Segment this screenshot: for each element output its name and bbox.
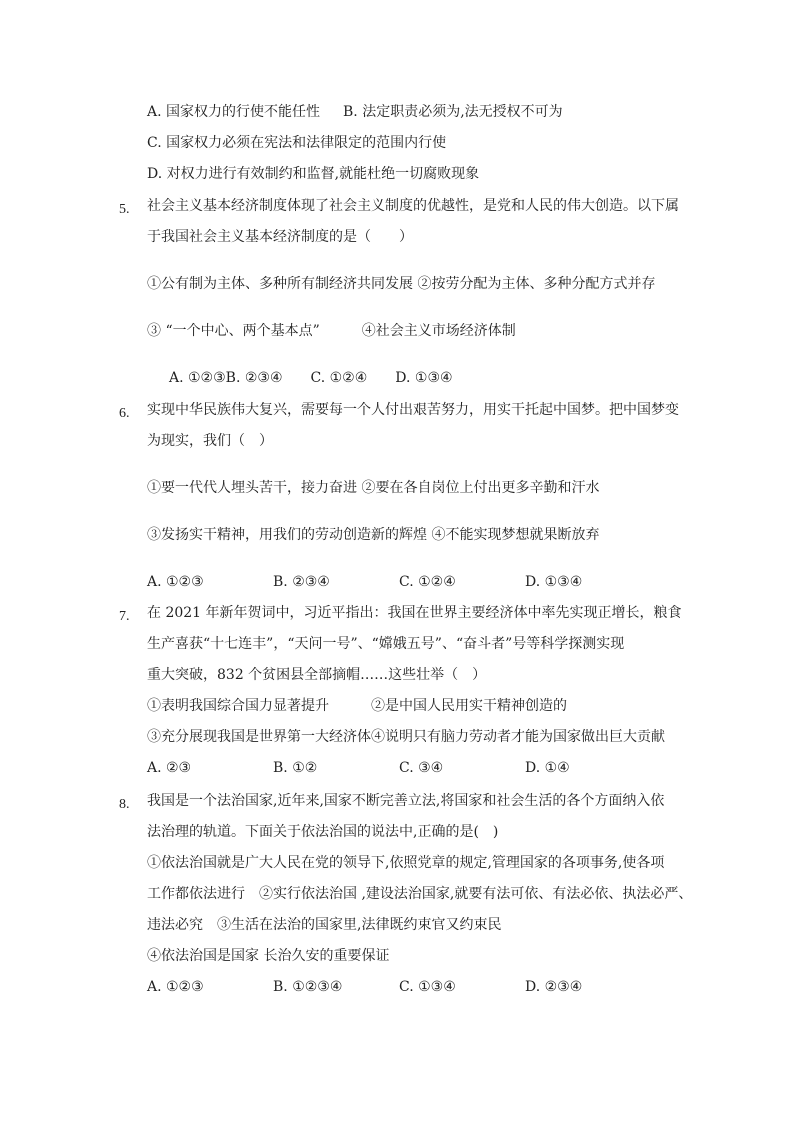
q5-number: 5. [119,202,130,217]
q5-options: A. ①②③B. ②③④ C. ①②④ D. ①③④ [169,370,453,386]
q8-option-b: B. ①②③④ [273,979,343,995]
q8-option-a: A. ①②③ [147,979,204,995]
q6-option-a: A. ①②③ [147,574,204,590]
q4-option-b: B. 法定职责必须为,法无授权不可为 [343,104,563,120]
q5-items-line-1: ①公有制为主体、多种所有制经济共同发展 ②按劳分配为主体、多种分配方式并存 [147,276,656,292]
q8-items-line-1: ①依法治国就是广大人民在党的领导下,依照党章的规定,管理国家的各项事务,使各项 [147,855,665,871]
q5-stem-line-2: 于我国社会主义基本经济制度的是（ ） [147,229,413,245]
q8-items-line-4: ④依法治国是国家 长治久安的重要保证 [147,948,390,964]
q7-stem-line-1: 在 2021 年新年贺词中，习近平指出：我国在世界主要经济体中率先实现正增长，粮食 [147,605,682,621]
q8-option-c: C. ①③④ [399,979,456,995]
q6-option-b: B. ②③④ [273,574,330,590]
q7-option-c: C. ③④ [399,760,444,776]
q6-stem-line-2: 为现实，我们（ ） [147,433,273,449]
q8-stem-line-2: 法治理的轨道。下面关于依法治国的说法中,正确的是( ) [147,824,499,840]
q8-items-line-3: 违法必究 ③生活在法治的国家里,法律既约束官又约束民 [147,917,502,933]
q4-option-c: C. 国家权力必须在宪法和法律限定的范围内行使 [147,135,447,151]
q8-stem-line-1: 我国是一个法治国家,近年来,国家不断完善立法,将国家和社会生活的各个方面纳入依 [147,793,665,809]
q7-number: 7. [119,609,130,624]
q7-stem-line-3: 重大突破，832 个贫困县全部摘帽……这些壮举（ ） [147,667,487,683]
q7-option-b: B. ①② [273,760,318,776]
q4-option-a: A. 国家权力的行使不能任性 [147,104,321,120]
q7-items-line-1: ①表明我国综合国力显著提升 ②是中国人民用实干精神创造的 [147,698,567,714]
q5-items-line-2: ③ “一个中心、两个基本点” ④社会主义市场经济体制 [147,323,516,339]
q8-option-d: D. ②③④ [525,979,583,995]
q6-number: 6. [119,406,130,421]
q8-number: 8. [119,797,130,812]
q6-option-d: D. ①③④ [525,574,583,590]
q4-option-d: D. 对权力进行有效制约和监督,就能杜绝一切腐败现象 [147,166,480,182]
q7-option-d: D. ①④ [525,760,570,776]
q8-items-line-2: 工作都依法进行 ②实行依法治国 ,建设法治国家,就要有法可依、有法必依、执法必严、 [147,886,693,902]
q6-items-line-1: ①要一代代人埋头苦干，接力奋进 ②要在各自岗位上付出更多辛勤和汗水 [147,480,600,496]
q7-items-line-2: ③充分展现我国是世界第一大经济体④说明只有脑力劳动者才能为国家做出巨大贡献 [147,729,665,745]
q7-stem-line-2: 生产喜获“十七连丰”，“天问一号”、“嫦娥五号”、“奋斗者”号等科学探测实现 [147,636,625,652]
q6-option-c: C. ①②④ [399,574,456,590]
q6-items-line-2: ③发扬实干精神，用我们的劳动创造新的辉煌 ④不能实现梦想就果断放弃 [147,527,600,543]
q7-option-a: A. ②③ [147,760,192,776]
q6-stem-line-1: 实现中华民族伟大复兴，需要每一个人付出艰苦努力，用实干托起中国梦。把中国梦变 [147,402,679,418]
q5-stem-line-1: 社会主义基本经济制度体现了社会主义制度的优越性，是党和人民的伟大创造。以下属 [147,198,679,214]
